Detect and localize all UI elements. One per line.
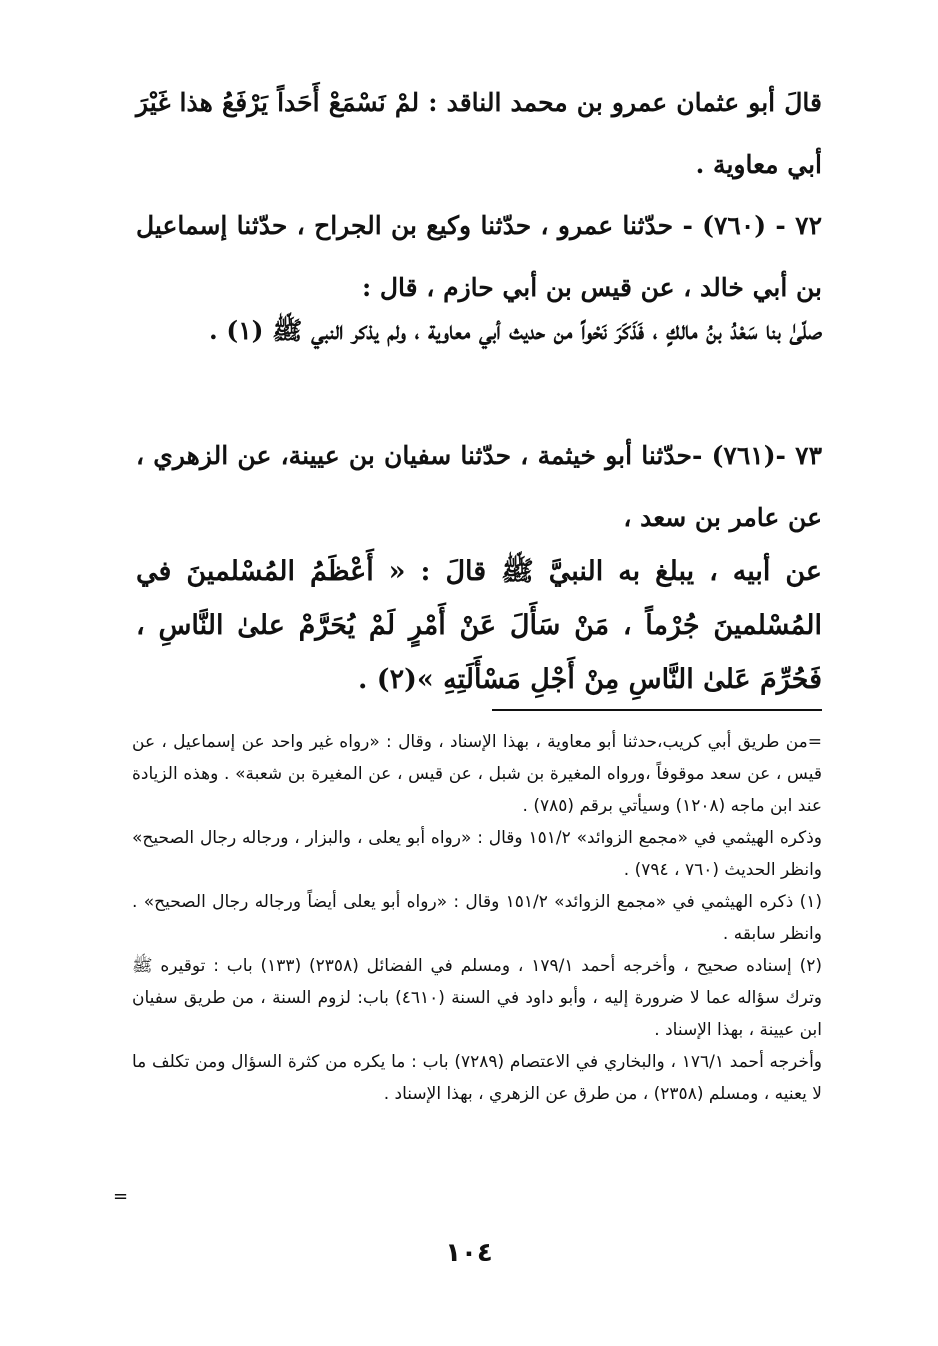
hadith-72-text: صلّىٰ بنا سَعْدُ بنُ مالكٍ ، فَذَكَرَ نَحْواً من حديث أبي معاوية ، ولم يذكر النبي ﷺ (١) .	[208, 316, 822, 345]
hadith-73-quote: « أَعْظَمُ المُسْلمينَ في المُسْلمينَ جُرْماً ، مَنْ سَأَلَ عَنْ أَمْرٍ لَمْ يُحَرَّمْ علىٰ النَّاسِ ، فَحُرِّمَ عَلىٰ النَّاسِ مِنْ أَجْلِ مَسْأَلَتِهِ »	[136, 556, 822, 695]
page-number: ١٠٤	[445, 1238, 493, 1268]
footnote-separator	[492, 709, 822, 711]
footnote-1: (١) ذكره الهيثمي في «مجمع الزوائد» ١٥١/٢ وقال : «رواه أبو يعلى أيضاً ورجاله رجال الصحيح» . وانظر سابقه .	[132, 892, 822, 944]
hadith-73-intro: عن أبيه ، يبلغ به النبيَّ ﷺ قالَ :	[405, 556, 822, 587]
footnote-continuation: =من طريق أبي كريب،حدثنا أبو معاوية ، بهذا الإسناد ، وقال : «رواه غير واحد عن إسماعيل ، عن قيس ، عن سعد موقوفاً ،ورواه المغيرة بن شبل ، عن قيس ، عن المغيرة بن شعبة» . وهذه الزيادة عند ابن ماجه (١٢٠٨) وسيأتي برقم (٧٨٥) .	[132, 732, 822, 816]
footnotes	[132, 726, 822, 1110]
continuation-mark: =	[113, 1186, 129, 1207]
footnote-2-continued: وأخرجه أحمد ١٧٦/١ ، والبخاري في الاعتصام (٧٢٨٩) باب : ما يكره من كثرة السؤال ومن تكلف ما لا يعنيه ، ومسلم (٢٣٥٨) ، من طرق عن الزهري ، بهذا الإسناد .	[132, 1052, 822, 1104]
hadith-73-isnad: ٧٣ -(٧٦١) -حدّثنا أبو خيثمة ، حدّثنا سفيان بن عيينة، عن الزهري ، عن عامر بن سعد ،	[136, 441, 822, 532]
footnote-2: (٢) إسناده صحيح ، وأخرجه أحمد ١٧٩/١ ، ومسلم في الفضائل (٢٣٥٨) (١٣٣) باب : توقيره ﷺ وترك سؤاله عما لا ضرورة إليه ، وأبو داود في السنة (٤٦١٠) باب: لزوم السنة ، من طريق سفيان ابن عيينة ، بهذا الإسناد .	[132, 956, 823, 1040]
hadith-73-text	[136, 545, 822, 707]
footnote-continuation-2: وذكره الهيثمي في «مجمع الزوائد» ١٥١/٢ وقال : «رواه أبو يعلى ، والبزار ، ورجاله رجال الصحيح» وانظر الحديث (٧٦٠ ، ٧٩٤) .	[132, 828, 822, 880]
main-paragraph-1: قالَ أبو عثمان عمرو بن محمد الناقد : لمْ نَسْمَعْ أَحَداً يَرْفَعُ هذا غَيْرَ أبي معاوية .	[136, 88, 822, 179]
hadith-73-footnote-ref: (٢) .	[358, 664, 417, 695]
hadith-72-isnad: ٧٢ - (٧٦٠) - حدّثنا عمرو ، حدّثنا وكيع بن الجراح ، حدّثنا إسماعيل بن أبي خالد ، عن قيس بن أبي حازم ، قال :	[136, 211, 822, 302]
